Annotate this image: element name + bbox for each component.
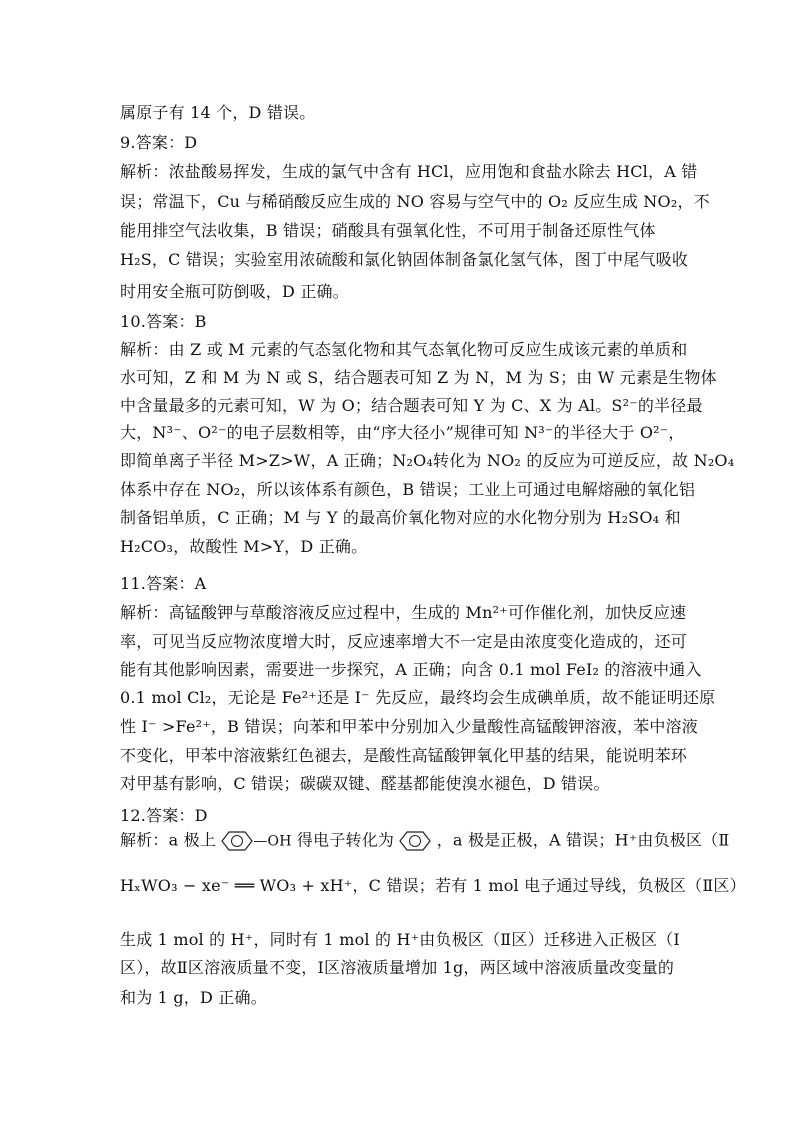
q12-prefix: 解析：a 极上	[120, 830, 217, 850]
text-line: 大，N³⁻、O²⁻的电子层数相等，由“序大径小”规律可知 N³⁻的半径大于 O²⁻，	[120, 423, 685, 442]
text-line: 中含量最多的元素可知，W 为 O；结合题表可知 Y 为 C、X 为 Al。S²⁻的半径最	[120, 396, 703, 415]
benzene-ring-icon	[399, 830, 431, 852]
text-line: 解析：高锰酸钾与草酸溶液反应过程中，生成的 Mn²⁺可作催化剂，加快反应速	[120, 603, 687, 622]
text-line: H₂S，C 错误；实验室用浓硫酸和氯化钠固体制备氯化氢气体，图丁中尾气吸收	[120, 250, 689, 269]
answer-11: 11.答案：A	[120, 574, 207, 593]
q12-mid: 得电子转化为	[296, 830, 395, 850]
q12-line-3: 生成 1 mol 的 H⁺，同时有 1 mol 的 H⁺由负极区（Ⅱ区）迁移进入正极区（Ⅰ	[120, 930, 680, 949]
text-line: 能用排空气法收集，B 错误；硝酸具有强氧化性，不可用于制备还原性气体	[120, 221, 656, 240]
text-line: 对甲基有影响，C 错误；碳碳双键、醛基都能使溴水褪色，D 错误。	[120, 774, 610, 793]
answer-12: 12.答案：D	[120, 806, 208, 825]
text-line: 解析：由 Z 或 M 元素的气态氢化物和其气态氧化物可反应生成该元素的单质和	[120, 340, 688, 359]
text-line: 制备铝单质，C 正确；M 与 Y 的最高价氧化物对应的水化物分别为 H₂SO₄ 和	[120, 508, 681, 527]
phenol-benzene-ring-icon	[221, 830, 253, 852]
text-line: 误；常温下，Cu 与稀硝酸反应生成的 NO 容易与空气中的 O₂ 反应生成 NO₂，不	[120, 192, 710, 211]
q12-suffix: ，a 极是正极，A 错误；H⁺由负极区（Ⅱ	[436, 830, 730, 850]
q12-line-4: 区），故Ⅱ区溶液质量不变，Ⅰ区溶液质量增加 1g，两区域中溶液质量改变量的	[120, 958, 675, 977]
text-line: 能有其他影响因素，需要进一步探究，A 正确；向含 0.1 mol FeI₂ 的溶液中通入	[120, 660, 702, 679]
text-line: 时用安全瓶可防倒吸，D 正确。	[120, 282, 349, 301]
text-line: 水可知，Z 和 M 为 N 或 S，结合题表可知 Z 为 N，M 为 S；由 W 元素是生物体	[120, 368, 717, 387]
q12-line-1	[120, 830, 729, 852]
text-line: 性 I⁻ >Fe²⁺，B 错误；向苯和甲苯中分别加入少量酸性高锰酸钾溶液，苯中溶液	[120, 717, 698, 736]
answer-10: 10.答案：B	[120, 312, 207, 331]
text-line: 0.1 mol Cl₂，无论是 Fe²⁺还是 I⁻ 先反应，最终均会生成碘单质，故不能证明还原	[120, 688, 716, 707]
text-line: 属原子有 14 个，D 错误。	[120, 103, 316, 122]
text-line: 解析：浓盐酸易挥发，生成的氯气中含有 HCl，应用饱和食盐水除去 HCl，A 错	[120, 162, 698, 181]
q12-line-5: 和为 1 g，D 正确。	[120, 988, 267, 1007]
text-line: 率，可见当反应物浓度增大时，反应速率增大不一定是由浓度变化造成的，还可	[120, 632, 688, 651]
hydroxyl-group: —OH	[253, 833, 292, 850]
text-line: H₂CO₃，故酸性 M>Y，D 正确。	[120, 537, 368, 556]
text-line: 即简单离子半径 M>Z>W，A 正确；N₂O₄转化为 NO₂ 的反应为可逆反应，故 N₂O₄	[120, 451, 735, 470]
answer-9: 9.答案：D	[120, 133, 198, 152]
text-line: 不变化，甲苯中溶液紫红色褪去，是酸性高锰酸钾氧化甲基的结果，能说明苯环	[120, 746, 688, 765]
q12-line-2: HₓWO₃ − xe⁻ ══ WO₃ + xH⁺，C 错误；若有 1 mol 电子通过导线，负极区（Ⅱ区）	[120, 876, 746, 895]
text-line: 体系中存在 NO₂，所以该体系有颜色，B 错误；工业上可通过电解熔融的氧化铝	[120, 480, 696, 499]
